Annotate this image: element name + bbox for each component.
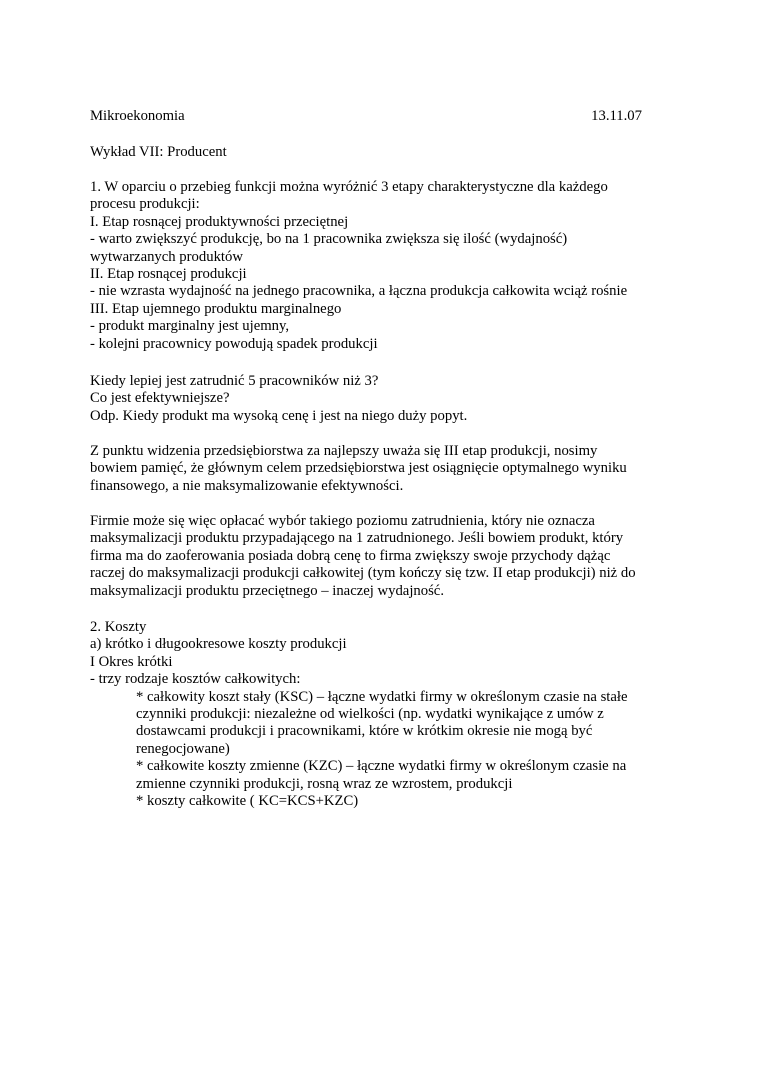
text-line: I. Etap rosnącej produktywności przeciętnej (90, 213, 349, 230)
text-line: renegocjowane) (136, 740, 230, 757)
text-line: firma ma do zaoferowania posiada dobrą cenę to firma zwiększy swoje przychody dążąc (90, 547, 611, 564)
text-line: maksymalizacji produktu przypadającego na 1 zatrudnionego. Jeśli bowiem produkt, który (90, 530, 624, 547)
text-line: procesu produkcji: (90, 196, 200, 213)
text-line: * całkowity koszt stały (KSC) – łączne wydatki firmy w określonym czasie na stałe (136, 688, 628, 705)
text-line: * koszty całkowite ( KC=KCS+KZC) (136, 793, 359, 810)
text-line: maksymalizacji produktu przeciętnego – inaczej wydajność. (90, 582, 444, 599)
text-line: raczej do maksymalizacji produkcji całkowitej (tym kończy się tzw. II etap produkcji) niż do (90, 565, 636, 582)
questions-block (90, 373, 665, 425)
title-line: Wykład VII: Producent (90, 144, 227, 160)
text-line: Z punktu widzenia przedsiębiorstwa za najlepszy uważa się III etap produkcji, nosimy (90, 443, 598, 459)
paragraph-2 (90, 513, 665, 600)
text-line: * całkowite koszty zmienne (KZC) – łączne wydatki firmy w określonym czasie na (136, 758, 627, 775)
text-line: I Okres krótki (90, 653, 173, 670)
text-line: bowiem pamięć, że głównym celem przedsiębiorstwa jest osiągnięcie optymalnego wyniku (90, 460, 627, 477)
text-line: Kiedy lepiej jest zatrudnić 5 pracowników niż 3? (90, 373, 379, 389)
text-line: - produkt marginalny jest ujemny, (90, 318, 290, 335)
text-line: Odp. Kiedy produkt ma wysoką cenę i jest na niego duży popyt. (90, 407, 468, 424)
document-header (90, 108, 642, 126)
text-line: czynniki produkcji: niezależne od wielkości (np. wydatki wynikające z umów z (136, 706, 604, 723)
text-line: - kolejni pracownicy powodują spadek produkcji (90, 335, 378, 352)
text-line: dostawcami produkcji i pracownikami, które w krótkim okresie nie mogą być (136, 723, 593, 740)
text-line: 1. W oparciu o przebieg funkcji można wyróżnić 3 etapy charakterystyczne dla każdego (90, 179, 608, 195)
text-line: wytwarzanych produktów (90, 248, 243, 265)
date-label: 13.11.07 (591, 108, 642, 124)
text-line: 2. Koszty (90, 619, 147, 635)
text-line: II. Etap rosnącej produkcji (90, 266, 247, 283)
section-2-costs (90, 619, 665, 810)
text-line: Firmie może się więc opłacać wybór takiego poziomu zatrudnienia, który nie oznacza (90, 513, 595, 529)
subject-label: Mikroekonomia (90, 108, 185, 124)
text-line: - warto zwiększyć produkcję, bo na 1 pracownika zwiększa się ilość (wydajność) (90, 231, 568, 248)
text-line: finansowego, a nie maksymalizowanie efektywności. (90, 477, 404, 494)
text-line: - trzy rodzaje kosztów całkowitych: (90, 671, 301, 688)
text-line: zmienne czynniki produkcji, rosną wraz ze wzrostem, produkcji (136, 775, 513, 792)
section-1-stages (90, 179, 665, 353)
lecture-title (90, 144, 665, 161)
paragraph-1 (90, 443, 665, 495)
text-line: - nie wzrasta wydajność na jednego pracownika, a łączna produkcja całkowita wciąż rośnie (90, 283, 628, 300)
text-line: a) krótko i długookresowe koszty produkcji (90, 636, 347, 653)
text-line: III. Etap ujemnego produktu marginalnego (90, 300, 342, 317)
text-line: Co jest efektywniejsze? (90, 390, 230, 407)
